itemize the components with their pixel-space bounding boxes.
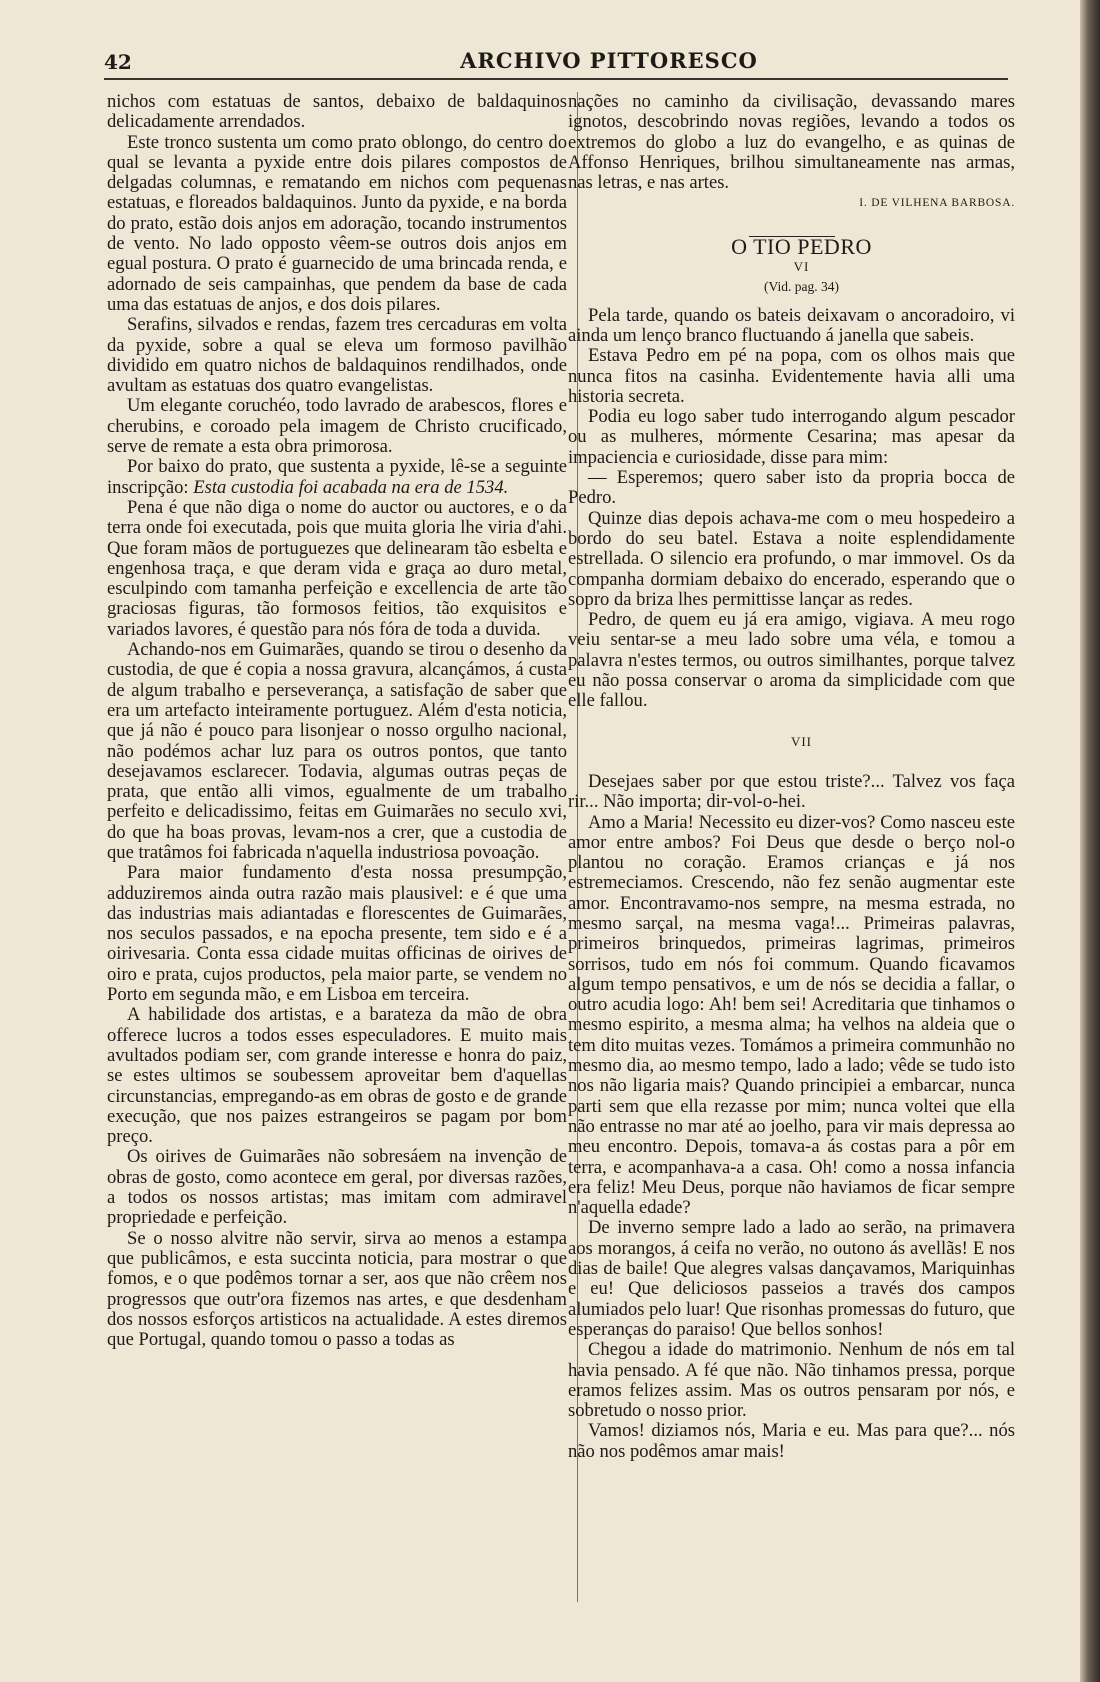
- article-paragraph: Um elegante coruchéo, todo lavrado de arabescos, flores e cherubins, e coroado pela imagem de Christo crucificado, serve de remate a esta obra primorosa.: [107, 395, 567, 458]
- chapter-number: VI: [793, 259, 810, 275]
- article-paragraph: A habilidade dos artistas, e a barateza da mão de obra offerece lucros a todos esses especuladores. E muito mais avultados podiam ser, com grande interesse e honra do paiz, se estes ultimos se soubessem aproveitar bem d'aquellas circunstancias, empregando-as em obras de gosto e de grande execução, que nos paizes estrangeiros se pagam por bom preço.: [107, 1004, 567, 1148]
- story-paragraph: — Esperemos; quero saber isto da propria bocca de Pedro.: [568, 467, 1015, 509]
- inscription-intro: Por baixo do prato, que sustenta a pyxide, lê-se a seguinte inscripção:: [107, 456, 567, 498]
- inscription-text: Esta custodia foi acabada na era de 1534.: [193, 476, 509, 498]
- left-column: [107, 92, 567, 1350]
- article-paragraph: Serafins, silvados e rendas, fazem tres cercaduras em volta da pyxide, sobre a qual se eleva um formoso pavilhão dividido em quatro nichos de baldaquinos rendilhados, onde avultam as estatuas dos quatro evangelistas.: [107, 314, 567, 397]
- page-reference: (Vid. pag. 34): [764, 279, 839, 295]
- article-paragraph: Achando-nos em Guimarães, quando se tirou o desenho da custodia, de que é copia a nossa gravura, alcançámos, á custa de algum trabalho e perseverança, a satisfação de saber que era um artefacto inteiramente portuguez. Além d'esta noticia, que já não é pouco para lisonjear o nosso orgulho nacional, não podémos achar luz para os outros pontos, que tanto desejavamos esclarecer. Todavia, algumas outras peças de prata, que então alli vimos, egualmente de um trabalho perfeito e delicadissimo, feitas em Guimarães no seculo xvi, do que ha boas provas, levam-nos a crer, que a custodia de que tratâmos foi fabricada n'aquella industriosa povoação.: [107, 639, 567, 863]
- story-paragraph: De inverno sempre lado a lado ao serão, na primavera aos morangos, á ceifa no verão, no outono ás avellãs! E nos dias de baile! Que alegres valsas dançavamos, Mariquinhas e eu! Que deliciosos passeios a través dos campos alumiados pelo luar! Que risonhas promessas do futuro, que esperanças do paraiso! Que bellos sonhos!: [568, 1217, 1015, 1340]
- page-header: [104, 46, 1008, 78]
- story-paragraph: Vamos! diziamos nós, Maria e eu. Mas para que?... nós não nos podêmos amar mais!: [568, 1420, 1015, 1462]
- article-paragraph: nações no caminho da civilisação, devassando mares ignotos, descobrindo novas regiões, levando a todos os extremos do globo a luz do evangelho, e as quinas de Affonso Henriques, brilhou simultaneamente nas armas, nas letras, e nas artes.: [568, 91, 1015, 194]
- story-title: O TIO PEDRO: [731, 233, 872, 259]
- right-column: [568, 92, 1015, 1462]
- page-number: 42: [104, 50, 132, 74]
- article-paragraph: Se o nosso alvitre não servir, sirva ao menos a estampa que publicâmos, e esta succinta noticia, para mostrar o que fomos, e o que podêmos tornar a ser, aos que não crêem nos progressos que outr'ora fizemos nas artes, e que desdenham dos nossos esforços artisticos na actualidade. A estes diremos que Portugal, quando tomou o passo a todas as: [107, 1227, 567, 1351]
- article-paragraph: Este tronco sustenta um como prato oblongo, do centro do qual se levanta a pyxide entre dois pilares compostos de delgadas columnas, e rematando em nichos com pequenas estatuas, e floreados baldaquinos. Junto da pyxide, e na borda do prato, estão dois anjos em adoração, tocando instrumentos de vento. No lado opposto vêem-se outros dois anjos em egual postura. O prato é guarnecido de uma brincada renda, e adornado de seis campainhas, que pendem da base de cada uma das estatuas de anjos, e dos dois pilares.: [107, 131, 567, 315]
- story-paragraph: Estava Pedro em pé na popa, com os olhos mais que nunca fitos na casinha. Evidentemente havia alli uma historia secreta.: [568, 345, 1015, 407]
- article-paragraph: Os oirives de Guimarães não sobresáem na invenção de obras de gosto, como acontece em geral, por diversas razões, a todos os nossos artistas; mas imitam com admiravel propriedade e perfeição.: [107, 1146, 567, 1229]
- story-paragraph: Desejaes saber por que estou triste?... Talvez vos faça rir... Não importa; dir-vol-o-hei.: [568, 770, 1015, 813]
- article-paragraph: Pena é que não diga o nome do auctor ou auctores, e o da terra onde foi executada, pois que muita gloria lhe viria d'ahi. Que foram mãos de portuguezes que delinearam tão esbelta e engenhosa traça, e que deram vida e graça ao duro metal, esculpindo com tamanha perfeição e excellencia de arte tão graciosas figuras, tão formosos feitios, tão exquisitos e variados lavores, é questão para nós fóra de toda a duvida.: [107, 496, 567, 640]
- story-paragraph: Chegou a idade do matrimonio. Nenhum de nós em tal havia pensado. A fé que não. Não tinhamos pressa, porque eramos felizes assim. Mas os outros pensaram por nós, e sobretudo o nosso prior.: [568, 1339, 1015, 1422]
- book-edge: [1080, 0, 1100, 1682]
- story-paragraph: Pedro, de quem eu já era amigo, vigiava. A meu rogo veiu sentar-se a meu lado sobre uma véla, e tomou a palavra n'estes termos, ou outros similhantes, porque talvez eu não possa conservar o aroma da simplicidade com que elle fallou.: [568, 609, 1015, 712]
- article-paragraph: nichos com estatuas de santos, debaixo de baldaquinos delicadamente arrendados.: [107, 91, 567, 133]
- article-paragraph: Para maior fundamento d'esta nossa presumpção, adduziremos ainda outra razão mais plausivel: e é que uma das industrias mais adiantadas e florescentes de Guimarães, nos seculos passados, e na epocha presente, tem sido e é a oirivesaria. Conta essa cidade muitas officinas de oirives de oiro e prata, cujos productos, pela maior parte, se vendem no Porto em segunda mão, e em Lisboa em terceira.: [107, 862, 567, 1006]
- story-paragraph: Quinze dias depois achava-me com o meu hospedeiro a bordo do seu batel. Estava a noite esplendidamente estrellada. O silencio era profundo, o mar immovel. Os da companha dormiam debaixo do encerado, esperando que o sopro da briza lhes permittisse lançar as redes.: [568, 507, 1015, 610]
- story-paragraph: Pela tarde, quando os bateis deixavam o ancoradoiro, vi ainda um lenço branco fluctuando á janella que sabeis.: [568, 304, 1015, 346]
- story-paragraph: Amo a Maria! Necessito eu dizer-vos? Como nasceu este amor entre ambos? Foi Deus que desde o berço nol-o plantou no coração. Eramos crianças e já nos estremeciamos. Crescendo, não fez senão augmentar este amor. Encontravamo-nos sempre, na mesma estrada, no mesmo sarçal, na mesma vaga!... Primeiras palavras, primeiros brinquedos, primeiras lagrimas, primeiros sorrisos, tudo em nós foi commum. Quando ficavamos algum tempo pensativos, e um de nós se decidia a fallar, o outro acudia logo: Ah! bem sei! Acreditaria que tinhamos o mesmo espirito, a mesma alma; ha velhos na aldeia que o tem dito muitas vezes. Tomámos a primeira communhão no mesmo dia, ao mesmo tempo, lado a lado; vêde se tudo isto nos não ligaria mais? Quando principiei a embarcar, nunca parti sem que ella rezasse por mim; nunca voltei que ella não entrasse no mar até ao joelho, para vir mais depressa ao meu encontro. Depois, tomava-a ás costas para a pôr em terra, e acompanhava-a a casa. Oh! como a nossa infancia era feliz! Meu Deus, porque não haviamos de ficar sempre n'aquella edade?: [568, 811, 1015, 1219]
- story-paragraph: Podia eu logo saber tudo interrogando algum pescador ou as mulheres, mórmente Cesarina; mas apesar da impaciencia e curiosidade, disse para mim:: [568, 406, 1015, 468]
- article-paragraph: [107, 457, 567, 498]
- author-signature: I. DE VILHENA BARBOSA.: [859, 197, 1015, 210]
- running-title: ARCHIVO PITTORESCO: [460, 48, 758, 73]
- chapter-number: VII: [790, 733, 813, 749]
- header-rule: [104, 78, 1008, 80]
